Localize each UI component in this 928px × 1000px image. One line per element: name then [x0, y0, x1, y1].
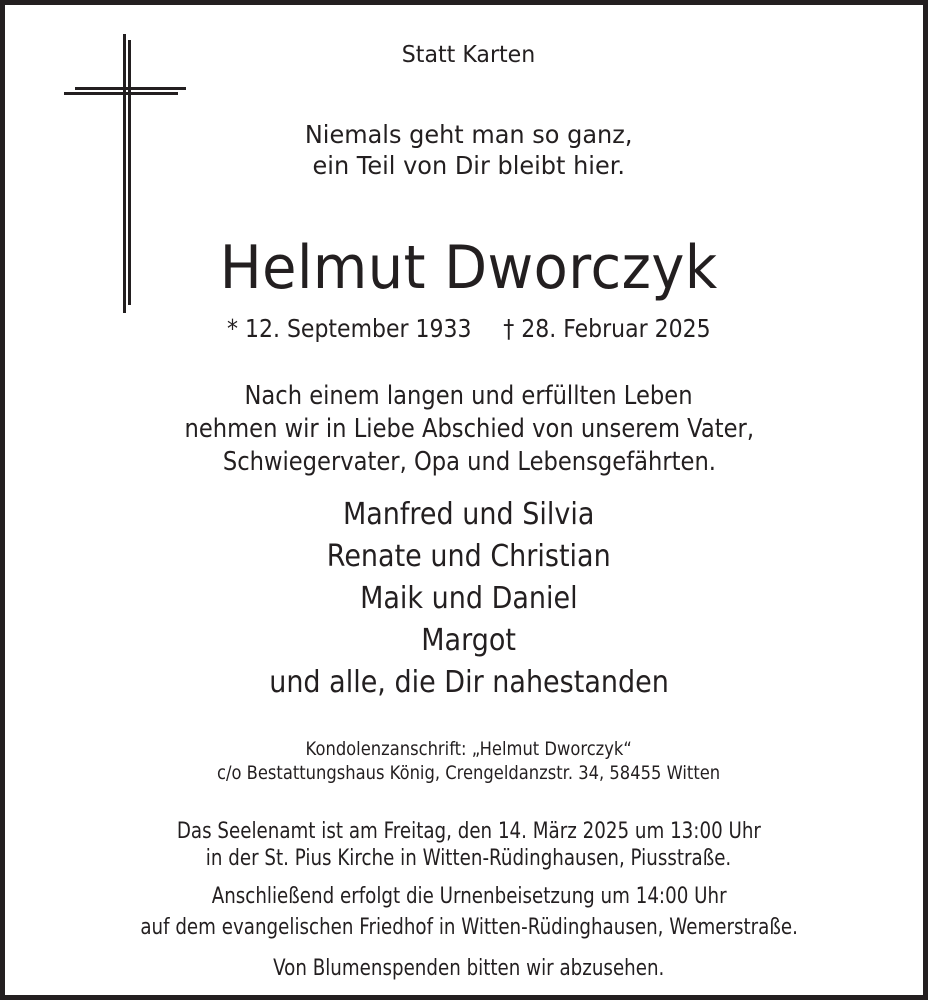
motto-text: ein Teil von Dir bleibt hier. [312, 151, 626, 180]
burial-line-1 [5, 886, 928, 908]
service-line-2 [5, 848, 928, 870]
mourner-text: Margot [421, 623, 517, 658]
cross-horizontal-bar-shadow [64, 92, 178, 95]
closing-text: Von Blumenspenden bitten wir abzusehen. [273, 956, 665, 981]
statement-line-3 [5, 449, 928, 475]
notice-header-text: Statt Karten [402, 42, 536, 68]
mourner-text: und alle, die Dir nahestanden [269, 665, 669, 700]
statement-text: nehmen wir in Liebe Abschied von unserem Vater, [184, 414, 754, 444]
mourner-text: Maik und Daniel [360, 581, 578, 616]
mourner-text: Renate und Christian [327, 539, 611, 574]
cross-horizontal-bar [75, 87, 186, 90]
mourner-line [5, 497, 928, 532]
motto-line-2 [5, 153, 928, 178]
condolence-address-line-1 [5, 740, 928, 759]
mourner-line [5, 665, 928, 700]
closing-line [5, 958, 928, 980]
life-dates [5, 316, 928, 341]
mourner-line [5, 539, 928, 574]
notice-header [5, 44, 928, 67]
motto-text: Niemals geht man so ganz, [305, 120, 633, 149]
condolence-address-text: c/o Bestattungshaus König, Crengeldanzstr. 34, 58455 Witten [217, 762, 721, 784]
statement-text: Schwiegervater, Opa und Lebensgefährten. [222, 447, 716, 477]
statement-text: Nach einem langen und erfüllten Leben [244, 381, 694, 411]
service-text: Das Seelenamt ist am Freitag, den 14. März 2025 um 13:00 Uhr [176, 819, 762, 844]
mourner-text: Manfred und Silvia [343, 497, 595, 532]
statement-line-1 [5, 383, 928, 409]
deceased-name [5, 233, 928, 303]
mourner-line [5, 623, 928, 658]
burial-line-2 [5, 917, 928, 939]
burial-text: Anschließend erfolgt die Urnenbeisetzung um 14:00 Uhr [211, 884, 727, 909]
motto-line-1 [5, 122, 928, 147]
service-line-1 [5, 821, 928, 843]
death-date: † 28. Februar 2025 [503, 314, 711, 343]
birth-date: * 12. September 1933 [227, 314, 472, 343]
service-text: in der St. Pius Kirche in Witten-Rüdinghausen, Piusstraße. [206, 846, 732, 871]
condolence-address-line-2 [5, 764, 928, 783]
statement-line-2 [5, 416, 928, 442]
mourner-line [5, 581, 928, 616]
burial-text: auf dem evangelischen Friedhof in Witten-Rüdinghausen, Wemerstraße. [140, 915, 798, 940]
deceased-name-text: Helmut Dworczyk [220, 233, 718, 303]
condolence-address-text: Kondolenzanschrift: „Helmut Dworczyk“ [305, 738, 633, 760]
